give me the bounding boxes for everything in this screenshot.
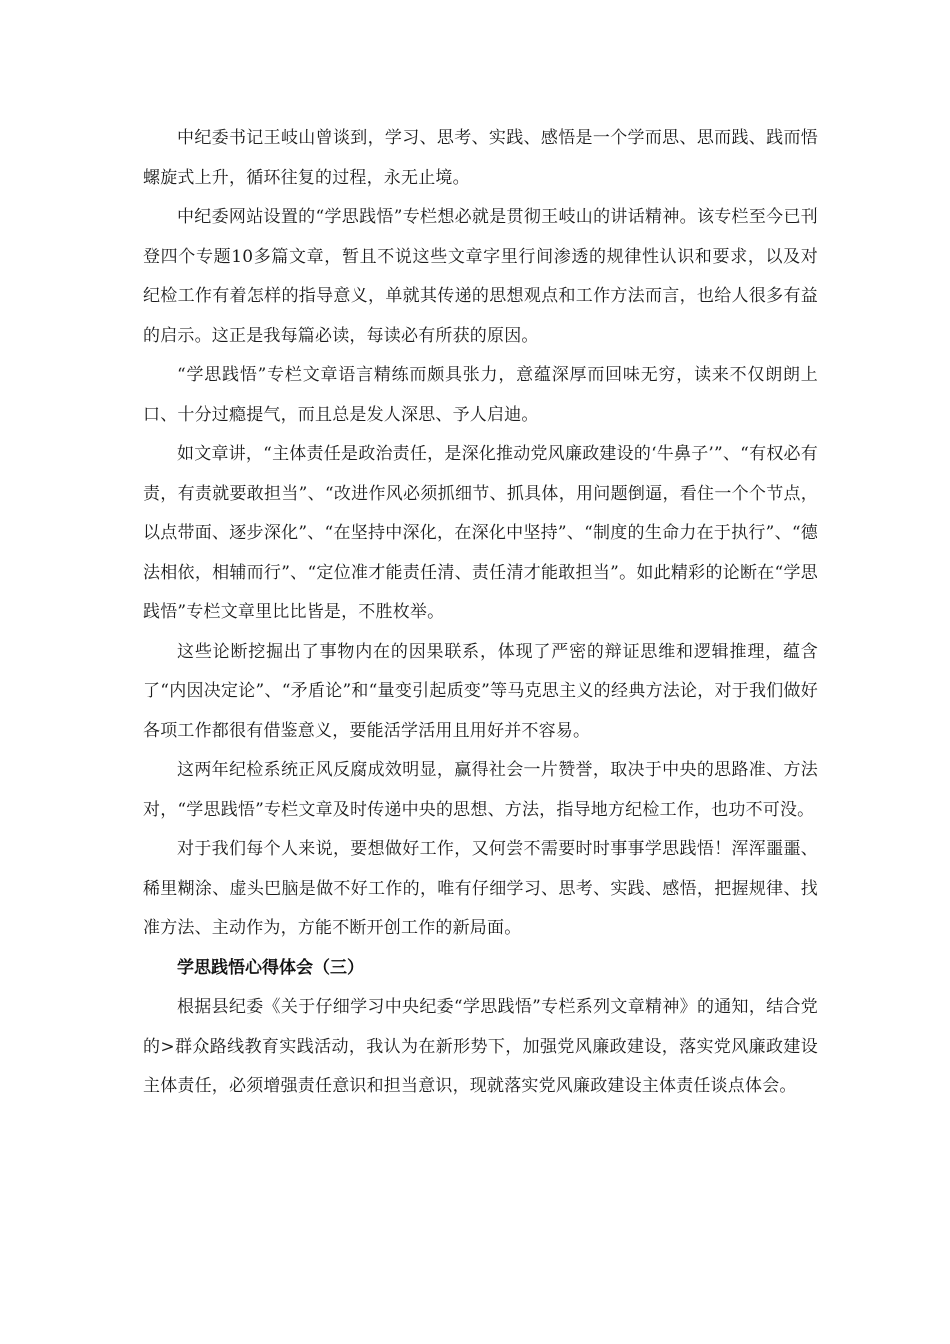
document-body xyxy=(143,119,818,1107)
paragraph-7: 对于我们每个人来说，要想做好工作，又何尝不需要时时事事学思践悟！浑浑噩噩、稀里糊涂、虚头巴脑是做不好工作的，唯有仔细学习、思考、实践、感悟，把握规律、找准方法、主动作为，方能不断开创工作的新局面。 xyxy=(143,839,818,938)
paragraph-2: 中纪委网站设置的“学思践悟”专栏想必就是贯彻王岐山的讲话精神。该专栏至今已刊登四个专题10多篇文章，暂且不说这些文章字里行间渗透的规律性认识和要求，以及对纪检工作有着怎样的指导意义，单就其传递的思想观点和工作方法而言，也给人很多有益的启示。这正是我每篇必读，每读必有所获的原因。 xyxy=(143,207,818,346)
section-heading: 学思践悟心得体会（三） xyxy=(177,957,364,978)
paragraph-6: 这两年纪检系统正风反腐成效明显，赢得社会一片赞誉，取决于中央的思路准、方法对，“学思践悟”专栏文章及时传递中央的思想、方法，指导地方纪检工作，也功不可没。 xyxy=(143,760,818,820)
paragraph-8: 根据县纪委《关于仔细学习中央纪委“学思践悟”专栏系列文章精神》的通知，结合党的>群众路线教育实践活动，我认为在新形势下，加强党风廉政建设，落实党风廉政建设主体责任，必须增强责任意识和担当意识，现就落实党风廉政建设主体责任谈点体会。 xyxy=(143,997,818,1096)
paragraph-1: 中纪委书记王岐山曾谈到，学习、思考、实践、感悟是一个学而思、思而践、践而悟螺旋式上升，循环往复的过程，永无止境。 xyxy=(143,128,818,188)
paragraph-3: “学思践悟”专栏文章语言精练而颇具张力，意蕴深厚而回味无穷，读来不仅朗朗上口、十分过瘾提气，而且总是发人深思、予人启迪。 xyxy=(143,365,818,425)
paragraph-5: 这些论断挖掘出了事物内在的因果联系，体现了严密的辩证思维和逻辑推理，蕴含了“内因决定论”、“矛盾论”和“量变引起质变”等马克思主义的经典方法论，对于我们做好各项工作都很有借鉴意义，要能活学活用且用好并不容易。 xyxy=(143,641,818,741)
paragraph-4: 如文章讲，“主体责任是政治责任，是深化推动党风廉政建设的‘牛鼻子’”、“有权必有责，有责就要敢担当”、“改进作风必须抓细节、抓具体，用问题倒逼，看住一个个节点，以点带面、逐步深化”、“在坚持中深化，在深化中坚持”、“制度的生命力在于执行”、“德法相依，相辅而行”、“定位准才能责任清、责任清才能敢担当”。如此精彩的论断在“学思践悟”专栏文章里比比皆是，不胜枚举。 xyxy=(143,444,818,622)
